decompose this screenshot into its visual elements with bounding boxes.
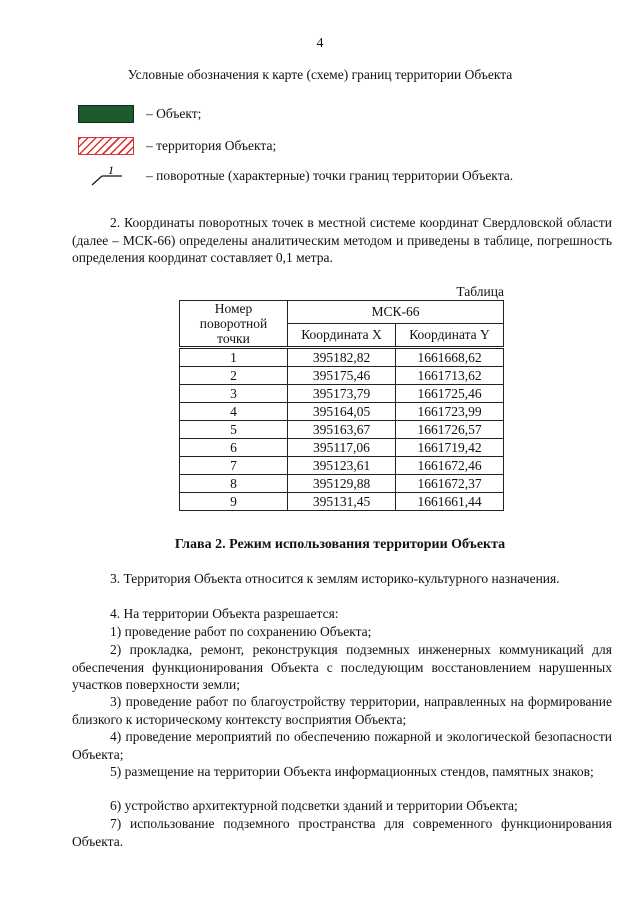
legend-item-object: [78, 104, 201, 124]
cell-point-number: 6: [180, 439, 288, 457]
cell-point-number: 4: [180, 403, 288, 421]
cell-point-number: 1: [180, 348, 288, 367]
list-item-5: 5) размещение на территории Объекта информационных стендов, памятных знаков;: [110, 764, 594, 779]
cell-coordinate-y: 1661723,99: [396, 403, 504, 421]
territory-hatch-icon: [78, 137, 134, 155]
list-item-7: 7) использование подземного пространства для современного функционирования Объекта.: [72, 816, 612, 849]
turning-point-marker: 1: [108, 165, 114, 177]
cell-coordinate-x: 395164,05: [288, 403, 396, 421]
cell-point-number: 5: [180, 421, 288, 439]
cell-coordinate-x: 395123,61: [288, 457, 396, 475]
cell-point-number: 3: [180, 385, 288, 403]
cell-coordinate-y: 1661661,44: [396, 493, 504, 511]
table-row: [180, 493, 504, 511]
legend-item-territory: [78, 136, 276, 156]
cell-coordinate-y: 1661672,46: [396, 457, 504, 475]
list-item-2: 2) прокладка, ремонт, реконструкция подземных инженерных коммуникаций для обеспечения функционирования Объекта с последующим восстановлением нарушенных участков поверхности земли;: [72, 642, 612, 692]
header-point-number: Номер поворотной точки: [180, 301, 288, 348]
cell-coordinate-y: 1661668,62: [396, 348, 504, 367]
list-item-3: 3) проведение работ по благоустройству территории, направленных на формирование близкого к историческому контексту восприятия Объекта;: [72, 694, 612, 727]
cell-coordinate-y: 1661726,57: [396, 421, 504, 439]
legend-label-object: – Объект;: [146, 106, 202, 121]
cell-point-number: 9: [180, 493, 288, 511]
table-row: [180, 367, 504, 385]
legend-item-turning-point: [78, 166, 513, 186]
cell-coordinate-x: 395117,06: [288, 439, 396, 457]
cell-coordinate-x: 395163,67: [288, 421, 396, 439]
cell-coordinate-x: 395175,46: [288, 367, 396, 385]
legend-heading: Условные обозначения к карте (схеме) границ территории Объекта: [127, 67, 513, 82]
table-row: [180, 457, 504, 475]
cell-coordinate-x: 395131,45: [288, 493, 396, 511]
list-item-6: 6) устройство архитектурной подсветки зданий и территории Объекта;: [110, 798, 518, 813]
cell-coordinate-x: 395182,82: [288, 348, 396, 367]
chapter-title: Глава 2. Режим использования территории Объекта: [174, 537, 506, 552]
object-fill-icon: [78, 105, 134, 123]
table-row: [180, 348, 504, 367]
header-msk66: МСК-66: [288, 301, 504, 324]
cell-coordinate-x: 395129,88: [288, 475, 396, 493]
legend-label-territory: – территория Объекта;: [146, 138, 277, 153]
header-coordinate-y: Координата Y: [396, 323, 504, 347]
paragraph-4: 4. На территории Объекта разрешается:: [110, 606, 339, 621]
coordinates-table: [179, 300, 504, 511]
paragraph-2: 2. Координаты поворотных точек в местной системе координат Свердловской области (далее – МСК-66) определены аналитическим методом и приведены в таблице, погрешность определения координат составляет 0,1 метра.: [72, 215, 612, 265]
cell-coordinate-y: 1661713,62: [396, 367, 504, 385]
list-item-1: 1) проведение работ по сохранению Объекта;: [110, 624, 372, 639]
table-row: [180, 475, 504, 493]
cell-coordinate-x: 395173,79: [288, 385, 396, 403]
table-caption: Таблица: [456, 284, 504, 299]
cell-coordinate-y: 1661672,37: [396, 475, 504, 493]
table-row: [180, 421, 504, 439]
paragraph-3: 3. Территория Объекта относится к землям историко-культурного назначения.: [110, 571, 560, 586]
table-row: [180, 403, 504, 421]
list-item-4: 4) проведение мероприятий по обеспечению пожарной и экологической безопасности Объекта;: [72, 729, 612, 762]
page-number: 4: [316, 36, 324, 51]
table-row: [180, 385, 504, 403]
cell-point-number: 2: [180, 367, 288, 385]
turning-point-icon: [78, 167, 134, 185]
legend-label-turning-point: – поворотные (характерные) точки границ территории Объекта.: [146, 168, 514, 183]
table-row: [180, 439, 504, 457]
cell-coordinate-y: 1661725,46: [396, 385, 504, 403]
header-coordinate-x: Координата X: [288, 323, 396, 347]
cell-coordinate-y: 1661719,42: [396, 439, 504, 457]
cell-point-number: 7: [180, 457, 288, 475]
cell-point-number: 8: [180, 475, 288, 493]
